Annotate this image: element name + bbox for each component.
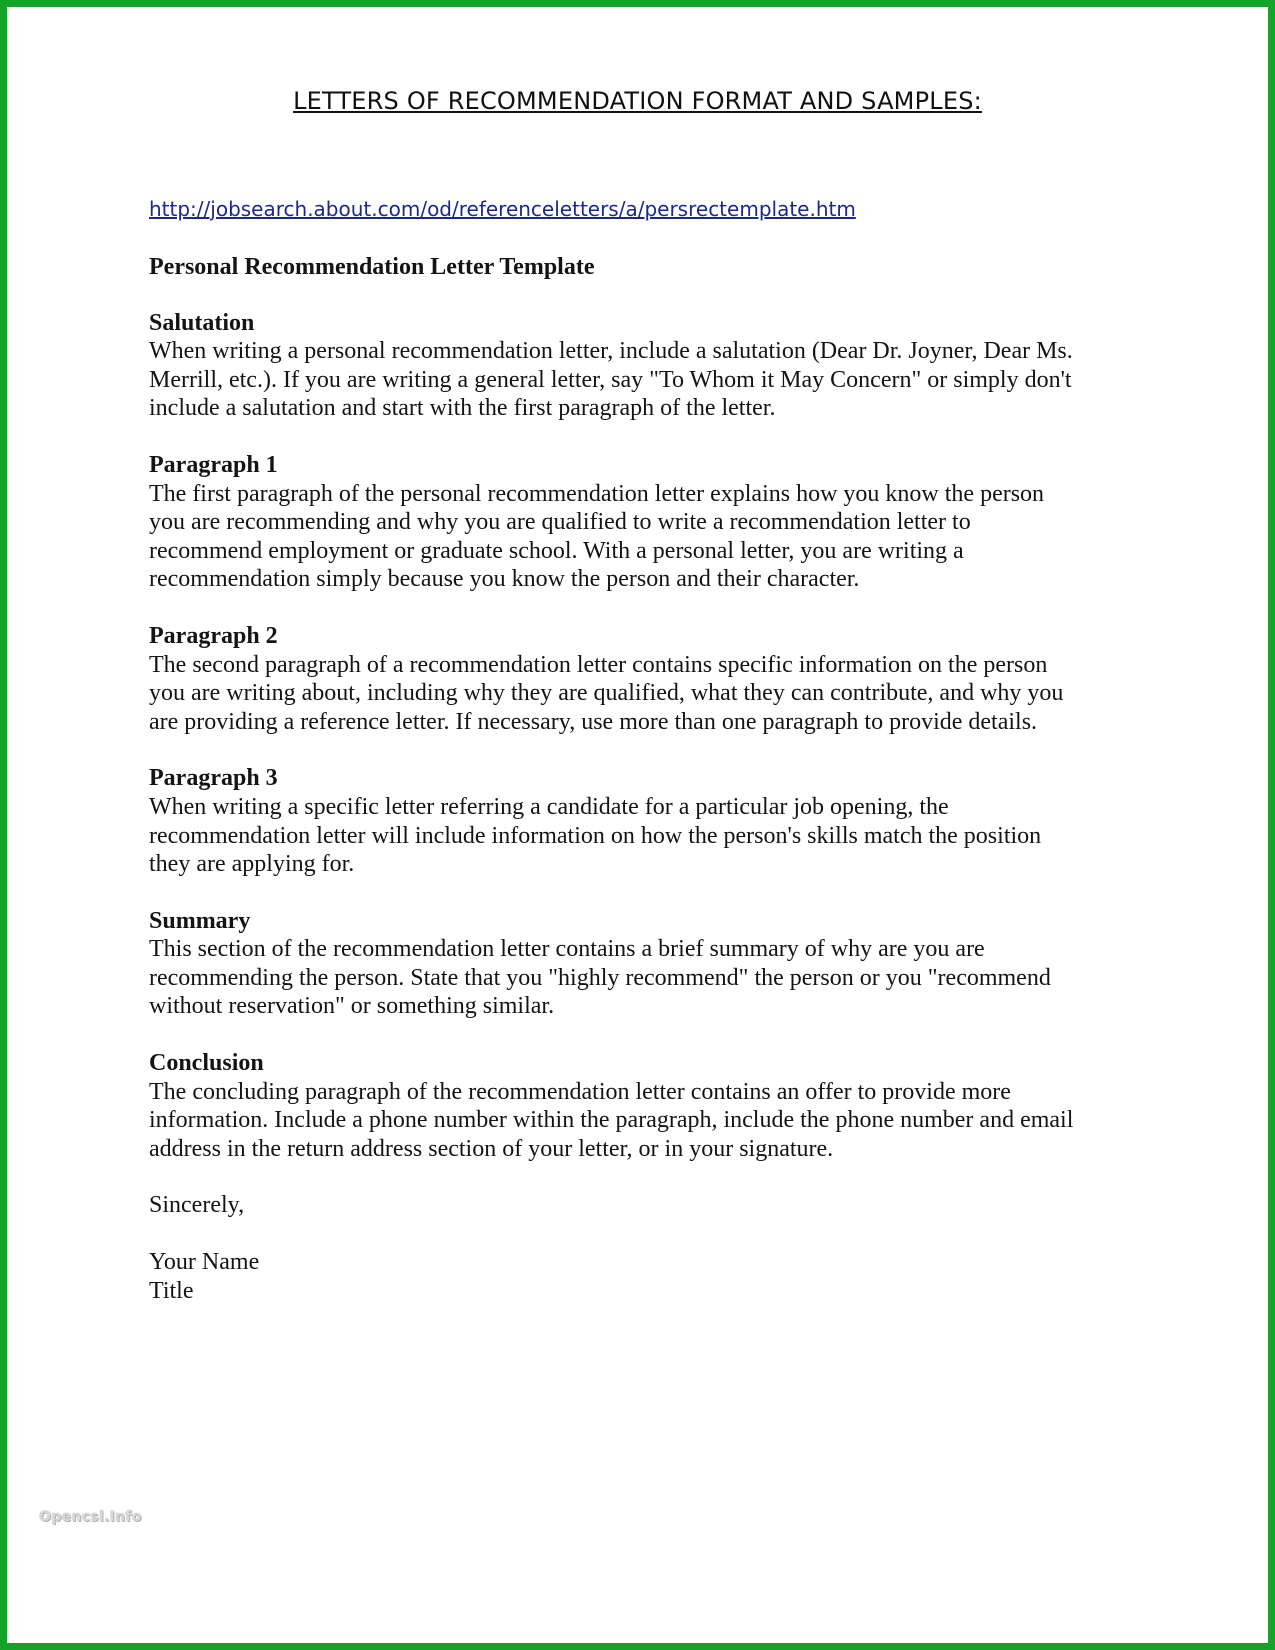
watermark-logo: Opencsl.Info xyxy=(39,1509,142,1525)
section-paragraph-1 xyxy=(149,451,1149,594)
section-text: When writing a specific letter referring a candidate for a particular job opening, the recommendation letter will include information on how the person's skills match the position they are applying for. xyxy=(149,793,1042,878)
section-text: The second paragraph of a recommendation letter contains specific information on the person you are writing about, including why they are qualified, what they can contribute, and why you are providing a reference letter. If necessary, use more than one paragraph to provide details. xyxy=(149,651,1064,735)
section-text: The first paragraph of the personal recommendation letter explains how you know the person you are recommending and why you are qualified to write a recommendation letter to recommend employment or graduate school. With a personal letter, you are writing a recommendation simply because you know the person and their character. xyxy=(149,480,1045,593)
section-text: When writing a personal recommendation letter, include a salutation (Dear Dr. Joyner, Dear Ms. Merrill, etc.). If you are writing a general letter, say "To Whom it May Concern" or simply don't include a salutation and start with the first paragraph of the letter. xyxy=(149,338,1073,422)
section-paragraph-3 xyxy=(149,764,1149,878)
section-heading: Paragraph 3 xyxy=(149,765,278,792)
section-heading: Paragraph 2 xyxy=(149,622,278,649)
document-body xyxy=(149,253,1149,1305)
section-conclusion xyxy=(149,1049,1149,1163)
reference-link[interactable]: http://jobsearch.about.com/od/referenceletters/a/persrectemplate.htm xyxy=(149,197,856,221)
closing-line: Sincerely, xyxy=(149,1192,245,1219)
section-paragraph-2 xyxy=(149,622,1149,736)
section-heading: Paragraph 1 xyxy=(149,451,278,478)
section-summary xyxy=(149,907,1149,1021)
section-heading: Salutation xyxy=(149,309,255,336)
section-text: The concluding paragraph of the recommendation letter contains an offer to provide more information. Include a phone number within the paragraph, include the phone number and email address in the return address section of your letter, or in your signature. xyxy=(149,1078,1074,1162)
section-heading: Conclusion xyxy=(149,1050,264,1077)
signature-block: Your Name Title xyxy=(149,1249,260,1304)
section-text: This section of the recommendation letter contains a brief summary of why are you are recommending the person. State that you "highly recommend" the person or you "recommend without reservation" or something similar. xyxy=(149,936,1051,1020)
document-title: LETTERS OF RECOMMENDATION FORMAT AND SAMPLES: xyxy=(293,87,982,115)
document-page xyxy=(7,7,1268,1643)
section-salutation xyxy=(149,309,1149,423)
template-heading: Personal Recommendation Letter Template xyxy=(149,254,595,280)
section-heading: Summary xyxy=(149,907,251,934)
